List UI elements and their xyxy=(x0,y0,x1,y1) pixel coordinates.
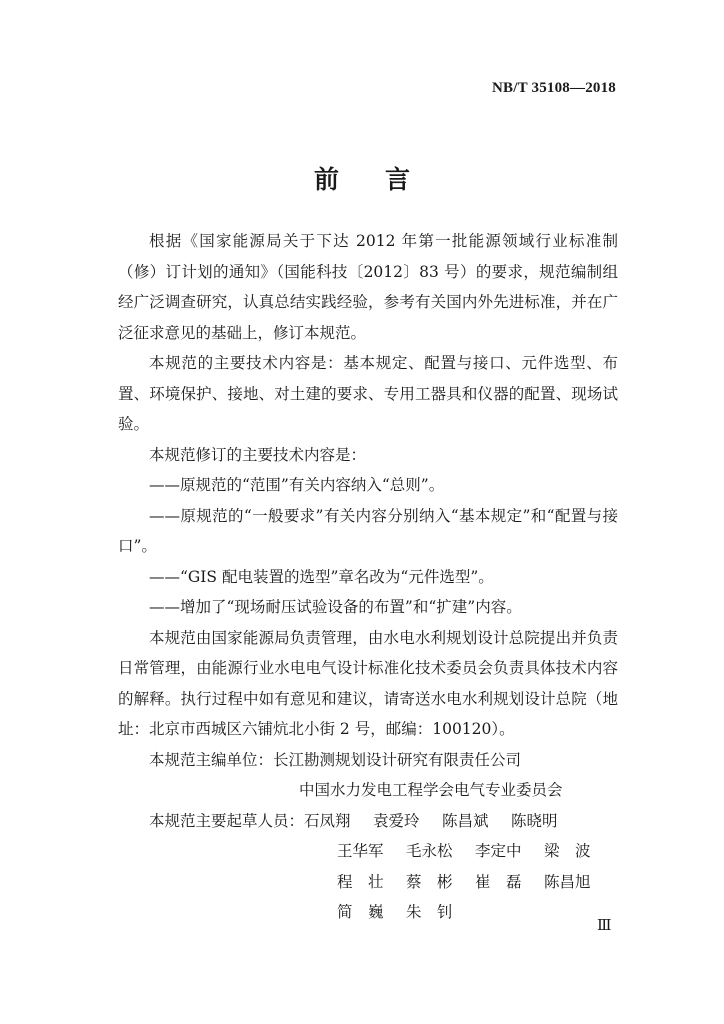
list-item: ——增加了“现场耐压试验设备的布置”和“扩建”内容。 xyxy=(149,598,522,616)
chief-editor-unit: 长江勘测规划设计研究有限责任公司 xyxy=(273,750,522,769)
list-item: ——原规范的“一般要求”有关内容分别纳入“基本规定”和“配置与接口”。 xyxy=(118,506,618,555)
paragraph: 本规范修订的主要技术内容是： xyxy=(149,445,367,464)
drafter-name: 毛永松 xyxy=(406,842,453,860)
standard-number: NB/T 35108—2018 xyxy=(492,80,616,96)
drafter-name: 袁爱玲 xyxy=(373,811,420,830)
drafters-label: 本规范主要起草人员： xyxy=(149,811,305,830)
drafter-name: 陈昌斌 xyxy=(442,811,489,830)
drafter-name: 李定中 xyxy=(475,842,522,860)
drafter-name: 石凤翔 xyxy=(304,811,351,830)
drafter-name: 蔡 彬 xyxy=(406,872,453,891)
drafter-name: 梁 波 xyxy=(544,842,591,860)
drafter-name: 陈昌旭 xyxy=(544,872,591,891)
drafter-names xyxy=(337,836,618,928)
drafters-row xyxy=(118,806,618,837)
drafter-name: 王华军 xyxy=(337,842,384,860)
preface-body xyxy=(118,226,618,928)
list-item: ——“GIS 配电装置的选型”章名改为“元件选型”。 xyxy=(149,567,494,586)
drafter-name: 简 巍 xyxy=(337,903,384,921)
chief-editor-label: 本规范主编单位： xyxy=(149,750,274,769)
drafter-name: 陈晓明 xyxy=(511,811,558,830)
page-title: 前言 xyxy=(313,165,456,194)
chief-editor-unit: 中国水力发电工程学会电气专业委员会 xyxy=(299,781,563,799)
chief-editor-row xyxy=(118,745,618,776)
drafter-name: 程 壮 xyxy=(337,872,384,891)
drafter-name: 崔 磊 xyxy=(475,872,522,891)
paragraph: 本规范的主要技术内容是：基本规定、配置与接口、元件选型、布置、环境保护、接地、对土建的要求、专用工器具和仪器的配置、现场试验。 xyxy=(118,354,618,433)
paragraph: 根据《国家能源局关于下达 2012 年第一批能源领域行业标准制（修）订计划的通知》（国能科技〔2012〕83 号）的要求，规范编制组经广泛调查研究，认真总结实践经验，参考有关国内外先进标准，并在广泛征求意见的基础上，修订本规范。 xyxy=(118,232,618,342)
list-item: ——原规范的“范围”有关内容纳入“总则”。 xyxy=(149,476,445,494)
paragraph: 本规范由国家能源局负责管理，由水电水利规划设计总院提出并负责日常管理，由能源行业水电电气设计标准化技术委员会负责具体技术内容的解释。执行过程中如有意见和建议，请寄送水电水利规划设计总院（地址：北京市西城区六铺炕北小街 2 号，邮编：100120）。 xyxy=(118,628,618,738)
drafter-names xyxy=(304,806,580,837)
page-number: Ⅲ xyxy=(597,918,612,934)
drafter-name: 朱 钊 xyxy=(406,903,453,921)
